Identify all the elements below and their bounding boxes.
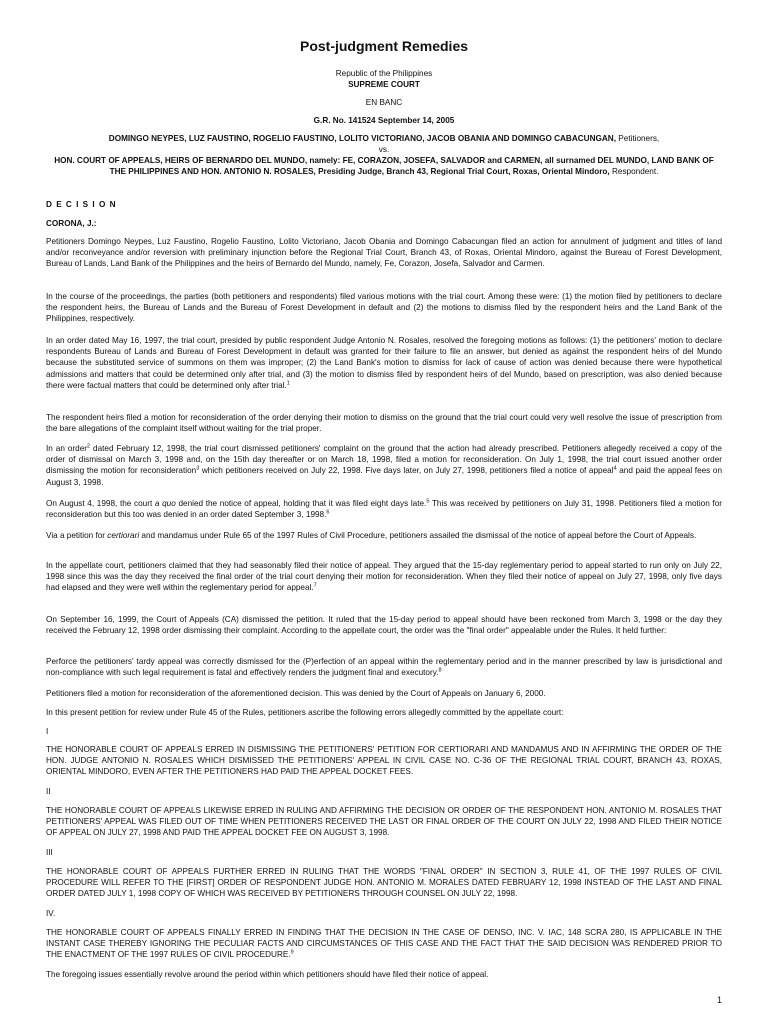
footnote-ref-2[interactable]: 2 (87, 443, 91, 450)
paragraph-10-text: Perforce the petitioners' tardy appeal was correctly dismissed for the (P)erfection of an appeal within the reglementary period and in the manner prescribed by law is jurisdictional and non-compliance with such legal requirement is fatal and effectively renders the judgment final and executory. (46, 657, 722, 678)
paragraph-8 (46, 560, 722, 594)
error-2-text: THE HONORABLE COURT OF APPEALS LIKEWISE ERRED IN RULING AND AFFIRMING THE DECISION OR ORDER OF THE RESPONDENT HON. ANTONIO M. ROSALES THAT PETITIONERS' APPEAL WAS FILED OUT OF TIME WHEN PETITIONERS RECEIVED THE LAST OR FINAL ORDER OF THE COURT ON JULY 22, 1998 AND FILED THEIR NOTICE OF APPEAL ON JULY 27, 1998 AND PAID THE APPEAL DOCKET FEE ON AUGUST 3, 1998. (46, 806, 722, 838)
paragraph-5-text-b: dated February 12, 1998, the trial court dismissed petitioners' complaint on the ground that the action had already prescribed. Petitioners allegedly received a copy of the order of dismissal on March 3, 1998 and, on the 15th day thereafter or on March 18, 1998, filed a motion for reconsideration. On July 1, 1998, the trial court issued another order dismissing the motion for reconsideration (46, 444, 722, 476)
versus-line: vs. (378, 145, 390, 154)
respondents-role: Respondent. (609, 167, 659, 176)
page-number: 1 (716, 995, 722, 1005)
paragraph-6-text-b: denied the notice of appeal, holding that it was filed eight days late. (175, 499, 427, 508)
footnote-ref-4[interactable]: 4 (613, 465, 617, 472)
paragraph-5-text-a: In an order (46, 444, 87, 453)
respondents-block (46, 155, 722, 177)
error-1-text: THE HONORABLE COURT OF APPEALS ERRED IN DISMISSING THE PETITIONERS' PETITION FOR CERTIORARI AND MANDAMUS AND IN AFFIRMING THE ORDER OF THE HON. JUDGE ANTONIO N. ROSALES WHICH DISMISSED THE PETITIONERS' APPEAL IN CIVIL CASE NO. C-36 OF THE REGIONAL TRIAL COURT, BRANCH 43, ROXAS, ORIENTAL MINDORO, EVEN AFTER THE PETITIONERS HAD PAID THE APPEAL DOCKET FEES. (46, 745, 722, 777)
paragraph-7 (46, 530, 722, 541)
paragraph-7-text-b: and mandamus under Rule 65 of the 1997 Rules of Civil Procedure, petitioners assailed the dismissal of the notice of appeal before the Court of Appeals. (139, 531, 697, 540)
ponente: CORONA, J.: (46, 219, 97, 228)
paragraph-6-italic: a quo (154, 499, 176, 508)
paragraph-4: The respondent heirs filed a motion for reconsideration of the order denying their motion to dismiss on the ground that the trial court could very well resolve the issue of prescription from the bare allegations of the complaint itself without waiting for the trial proper. (46, 413, 722, 434)
petitioners-names: DOMINGO NEYPES, LUZ FAUSTINO, ROGELIO FAUSTINO, LOLITO VICTORIANO, JACOB OBANIA AND DOMINGO CABACUNGAN, (108, 134, 616, 143)
error-1-number: I (46, 727, 49, 736)
footnote-ref-6[interactable]: 6 (326, 509, 330, 516)
paragraph-13: The foregoing issues essentially revolve around the period within which petitioners should have filed their notice of appeal. (46, 970, 489, 979)
paragraph-1: Petitioners Domingo Neypes, Luz Faustino, Rogelio Faustino, Lolito Victoriano, Jacob Obania and Domingo Cabacungan filed an action for annulment of judgment and titles of land and/or reconveyance and/or reversion with preliminary injunction before the Regional Trial Court, Branch 43, of Roxas, Oriental Mindoro, against the Bureau of Forest Development, Bureau of Lands, Land Bank of the Philippines and the heirs of Bernardo del Mundo, namely, Fe, Corazon, Josefa, Salvador and Carmen. (46, 237, 722, 269)
paragraph-5 (46, 443, 722, 488)
footnote-ref-3[interactable]: 3 (196, 465, 200, 472)
decision-label: D E C I S I O N (46, 200, 117, 209)
error-3-text: THE HONORABLE COURT OF APPEALS FURTHER ERRED IN RULING THAT THE WORDS "FINAL ORDER" IN SECTION 3, RULE 41, OF THE 1997 RULES OF CIVIL PROCEDURE WILL REFER TO THE [FIRST] ORDER OF RESPONDENT JUDGE HON. ANTONIO M. MORALES DATED FEBRUARY 12, 1998 INSTEAD OF THE LAST AND FINAL ORDER DATED JULY 1, 1998 COPY OF WHICH WAS RECEIVED BY PETITIONERS THROUGH COUNSEL ON JULY 22, 1998. (46, 867, 722, 899)
paragraph-6-text-c: This was received by petitioners on July 31, 1998. Petitioners filed a motion for reconsideration but this too was denied in an order dated September 3, 1998. (46, 499, 722, 520)
footnote-ref-8[interactable]: 8 (438, 667, 442, 674)
error-4-body: THE HONORABLE COURT OF APPEALS FINALLY ERRED IN FINDING THAT THE DECISION IN THE CASE OF DENSO, INC. V. IAC, 148 SCRA 280, IS APPLICABLE IN THE INSTANT CASE THEREBY IGNORING THE PECULIAR FACTS AND CIRCUMSTANCES OF THIS CASE AND THE FACT THAT THE SAID DECISION WAS RENDERED PRIOR TO THE ENACTMENT OF THE 1997 RULES OF CIVIL PROCEDURE. (46, 928, 722, 960)
error-4-number: IV. (46, 909, 56, 918)
paragraph-5-text-c: which petitioners received on July 22, 1998. Five days later, on July 27, 1998, petitioners filed a notice of appeal (199, 466, 614, 476)
paragraph-6-text-a: On August 4, 1998, the court (46, 499, 155, 508)
paragraph-6 (46, 498, 722, 520)
paragraph-10 (46, 656, 722, 678)
footnote-ref-5[interactable]: 5 (426, 498, 430, 505)
document-title: Post-judgment Remedies (299, 38, 469, 54)
footnote-ref-7[interactable]: 7 (313, 582, 317, 589)
error-2-number: II (46, 787, 51, 796)
error-3-number: III (46, 848, 53, 857)
respondents-names: HON. COURT OF APPEALS, HEIRS OF BERNARDO DEL MUNDO, namely: FE, CORAZON, JOSEFA, SALVADOR and CARMEN, all surnamed DEL MUNDO, LAND BANK OF THE PHILIPPINES AND HON. ANTONIO N. ROSALES, Presiding Judge, Branch 43, Regional Trial Court, Roxas, Oriental Mindoro, (54, 156, 714, 176)
paragraph-7-text-a: Via a petition for (46, 531, 108, 540)
paragraph-11: Petitioners filed a motion for reconsideration of the aforementioned decision. This was denied by the Court of Appeals on January 6, 2000. (46, 689, 546, 698)
paragraph-5-text-d: and paid the appeal fees on August 3, 1998. (46, 466, 723, 487)
error-4-text (46, 927, 722, 961)
footnote-ref-9[interactable]: 9 (290, 949, 294, 956)
footnote-ref-1[interactable]: 1 (286, 380, 290, 387)
court-name: SUPREME COURT (348, 80, 420, 89)
paragraph-8-text: In the appellate court, petitioners claimed that they had seasonably filed their notice of appeal. They argued that the 15-day reglementary period to appeal started to run only on July 22, 1998 since this was the day they received the final order of the trial court denying their motion for reconsideration. When they filed their notice of appeal on July 27, 1998, only five days had elapsed and they were well within the reglementary period for appeal. (46, 561, 722, 593)
case-number: G.R. No. 141524 September 14, 2005 (313, 116, 455, 125)
paragraph-3 (46, 335, 722, 391)
petitioners-line (46, 133, 722, 144)
paragraph-9: On September 16, 1999, the Court of Appeals (CA) dismissed the petition. It ruled that the 15-day period to appeal should have been reckoned from March 3, 1998 or the day they received the February 12, 1998 order dismissing their complaint. According to the appellate court, the order was the "final order" appealable under the Rules. It held further: (46, 615, 722, 636)
petitioners-role: Petitioners, (615, 134, 660, 143)
paragraph-3-text: In an order dated May 16, 1997, the trial court, presided by public respondent Judge Antonio N. Rosales, resolved the foregoing motions as follows: (1) the petitioners' motion to declare respondents Bureau of Lands and Bureau of Forest Development in default was granted for their failure to file an answer, but denied as against the respondent heirs of del Mundo because the substituted service of summons on them was improper; (2) the Land Bank's motion to dismiss for lack of cause of action was denied because there were hypothetical admissions and matters that could be determined only after trial, and (3) the motion to dismiss filed by respondent heirs of del Mundo, based on prescription, was also denied because there were factual matters that could be determined only after trial. (46, 336, 722, 390)
paragraph-7-italic: certiorari (107, 531, 140, 540)
paragraph-2: In the course of the proceedings, the parties (both petitioners and respondents) filed various motions with the trial court. Among these were: (1) the motion filed by petitioners to declare the respondent heirs, the Bureau of Lands and the Bureau of Forest Development in default and (2) the motions to dismiss filed by the respondent heirs and the Land Bank of the Philippines, respectively. (46, 292, 722, 324)
republic-line: Republic of the Philippines (335, 69, 433, 78)
paragraph-12: In this present petition for review under Rule 45 of the Rules, petitioners ascribe the following errors allegedly committed by the appellate court: (46, 708, 564, 717)
en-banc-line: EN BANC (365, 98, 403, 107)
